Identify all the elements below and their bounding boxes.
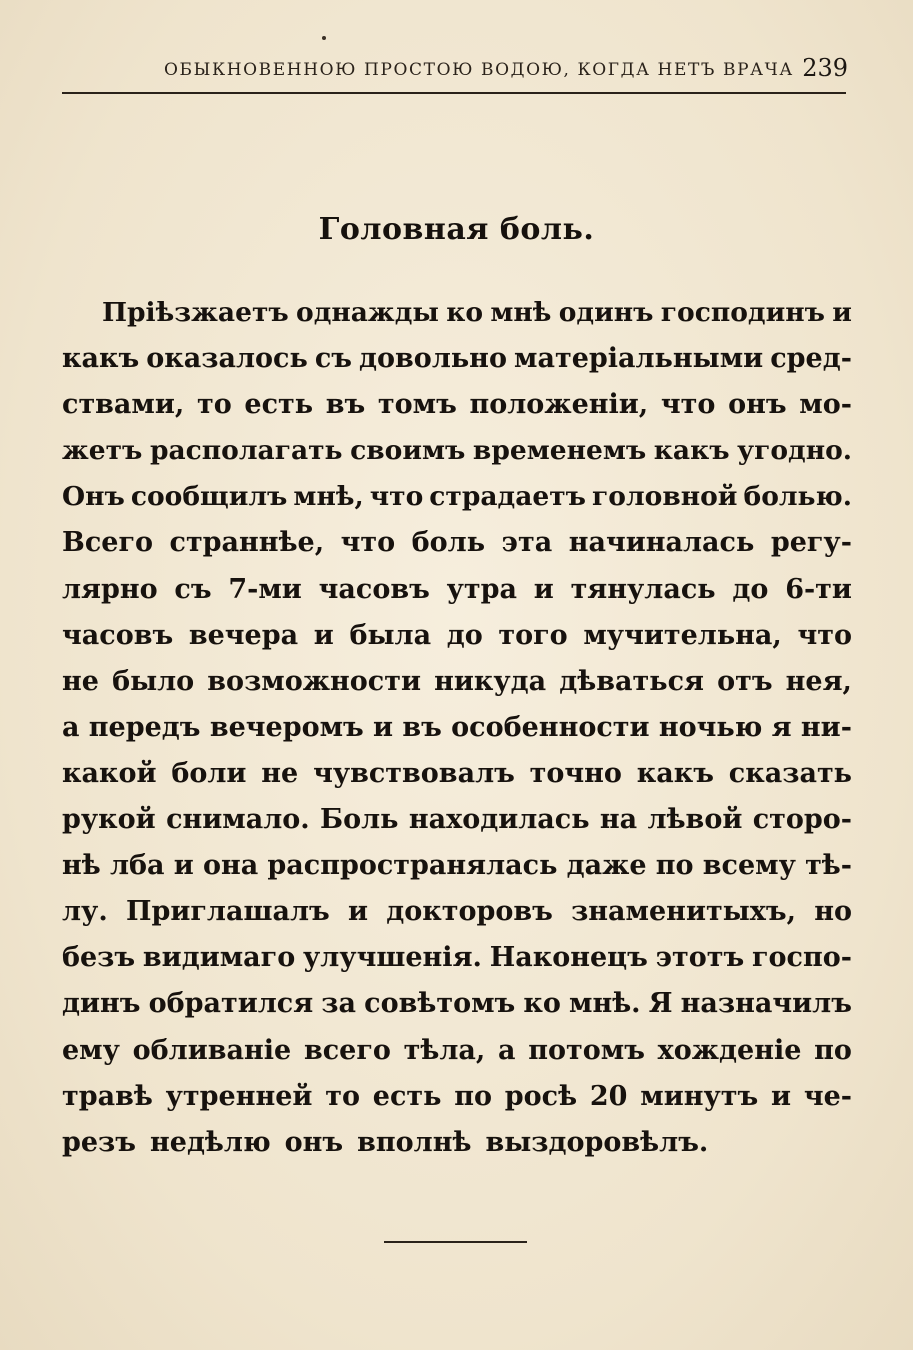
word: всему bbox=[702, 850, 796, 882]
text-line bbox=[62, 613, 852, 659]
word: Онъ bbox=[62, 481, 125, 513]
word: въ bbox=[325, 389, 366, 421]
word: съ bbox=[174, 573, 212, 605]
word: за bbox=[321, 988, 357, 1020]
word: хожденіе bbox=[657, 1034, 802, 1066]
word: что bbox=[660, 389, 716, 421]
word: Боль bbox=[320, 804, 399, 836]
word: угодно. bbox=[737, 435, 852, 467]
word: этотъ bbox=[655, 942, 745, 974]
word: по bbox=[454, 1080, 493, 1112]
word: болью. bbox=[743, 481, 852, 513]
text-line bbox=[62, 935, 852, 981]
word: ночью bbox=[658, 711, 763, 743]
word: сообщилъ bbox=[130, 481, 288, 513]
word: нея, bbox=[785, 665, 852, 697]
word: никуда bbox=[434, 665, 547, 697]
word: Наконецъ bbox=[489, 942, 648, 974]
word: 6-ти bbox=[785, 573, 852, 605]
word: онъ bbox=[728, 389, 787, 421]
body-text bbox=[62, 290, 852, 1166]
word: оказалось bbox=[146, 343, 308, 375]
word: есть bbox=[372, 1080, 442, 1112]
word: ко bbox=[523, 988, 561, 1020]
word: довольно bbox=[359, 343, 507, 375]
word: росѣ bbox=[504, 1080, 578, 1112]
word: есть bbox=[244, 389, 314, 421]
word: часовъ bbox=[318, 573, 430, 605]
word: но bbox=[814, 896, 852, 928]
word: сред- bbox=[770, 343, 852, 375]
word: ствами, bbox=[62, 389, 185, 421]
text-line bbox=[62, 843, 852, 889]
text-line bbox=[62, 567, 852, 613]
word: докторовъ bbox=[386, 896, 553, 928]
word: госпо- bbox=[751, 942, 852, 974]
word: матеріальными bbox=[514, 343, 764, 375]
word: вечеромъ bbox=[209, 711, 364, 743]
word: всего bbox=[303, 1034, 391, 1066]
text-line bbox=[62, 382, 852, 428]
text-line bbox=[62, 1074, 852, 1120]
word: недѣлю bbox=[150, 1126, 271, 1158]
word: страдаетъ bbox=[429, 481, 586, 513]
word: Пріѣзжаетъ bbox=[102, 297, 289, 328]
word: я bbox=[771, 711, 792, 743]
word: чувствовалъ bbox=[313, 757, 515, 789]
word: положеніи, bbox=[469, 389, 649, 421]
word: безъ bbox=[62, 942, 136, 974]
word: однажды bbox=[296, 297, 439, 328]
word: лу. bbox=[62, 896, 108, 928]
word: до bbox=[446, 619, 483, 651]
section-heading: Головная боль. bbox=[318, 212, 595, 247]
word: обратился bbox=[148, 988, 314, 1020]
word: до bbox=[732, 573, 769, 605]
text-line bbox=[62, 1028, 852, 1074]
word: отъ bbox=[717, 665, 773, 697]
word: мнѣ bbox=[490, 297, 552, 328]
text-line bbox=[62, 659, 852, 705]
word: передъ bbox=[88, 711, 201, 743]
word: по bbox=[814, 1034, 852, 1066]
word: рукой bbox=[62, 804, 156, 836]
word: снимало. bbox=[166, 804, 310, 836]
text-line bbox=[62, 751, 852, 797]
word: Приглашалъ bbox=[125, 896, 330, 928]
word: располагать bbox=[149, 435, 343, 467]
word: мо- bbox=[799, 389, 852, 421]
word: Я bbox=[648, 988, 673, 1020]
word: и bbox=[832, 297, 852, 328]
word: вполнѣ bbox=[357, 1126, 472, 1158]
word: мнѣ. bbox=[568, 988, 641, 1020]
word: не bbox=[62, 665, 99, 697]
word: на bbox=[599, 804, 638, 836]
word: тѣ- bbox=[805, 850, 852, 882]
word: травѣ bbox=[62, 1080, 153, 1112]
text-line bbox=[62, 797, 852, 843]
word: мучительна, bbox=[583, 619, 782, 651]
word: страннѣе, bbox=[169, 527, 325, 559]
word: онъ bbox=[284, 1126, 344, 1158]
word: нѣ bbox=[62, 850, 101, 882]
word: томъ bbox=[377, 389, 457, 421]
word: начиналась bbox=[568, 527, 755, 559]
word: лѣвой bbox=[647, 804, 743, 836]
word: 7-ми bbox=[228, 573, 302, 605]
word: а bbox=[498, 1034, 516, 1066]
word: то bbox=[325, 1080, 360, 1112]
word: была bbox=[349, 619, 432, 651]
word: сказать bbox=[728, 757, 852, 789]
word: обливаніе bbox=[132, 1034, 292, 1066]
word: и bbox=[313, 619, 334, 651]
word: то bbox=[196, 389, 232, 421]
word: головной bbox=[592, 481, 738, 513]
word: лярно bbox=[62, 573, 158, 605]
word: въ bbox=[402, 711, 442, 743]
word: было bbox=[112, 665, 195, 697]
word: тѣла, bbox=[403, 1034, 486, 1066]
word: жетъ bbox=[62, 435, 143, 467]
word: улучшенія. bbox=[302, 942, 482, 974]
word: возможности bbox=[207, 665, 421, 697]
word: потомъ bbox=[528, 1034, 645, 1066]
word: даже bbox=[566, 850, 647, 882]
word: боли bbox=[171, 757, 247, 789]
word: назначилъ bbox=[680, 988, 852, 1020]
word: че- bbox=[803, 1080, 852, 1112]
page-number: 239 bbox=[802, 54, 848, 82]
word: тянулась bbox=[570, 573, 716, 605]
word: и bbox=[347, 896, 368, 928]
word: точно bbox=[529, 757, 622, 789]
word: что bbox=[369, 481, 424, 513]
text-line bbox=[62, 981, 852, 1027]
word: видимаго bbox=[142, 942, 296, 974]
text-line bbox=[62, 290, 852, 336]
word: находилась bbox=[408, 804, 590, 836]
text-line bbox=[62, 428, 852, 474]
ink-dot bbox=[322, 36, 326, 40]
word: и bbox=[533, 573, 554, 605]
word: эта bbox=[501, 527, 553, 559]
word: господинъ bbox=[660, 297, 825, 328]
word: утренней bbox=[165, 1080, 313, 1112]
text-line bbox=[62, 1120, 852, 1166]
word: по bbox=[655, 850, 694, 882]
section-end-rule bbox=[384, 1241, 527, 1243]
word: дѣваться bbox=[559, 665, 704, 697]
running-head-title: ОБЫКНОВЕННОЮ ПРОСТОЮ ВОДОЮ, КОГДА НЕТЪ ВРАЧА bbox=[164, 60, 794, 80]
word: какъ bbox=[653, 435, 730, 467]
word: что bbox=[340, 527, 396, 559]
word: Всего bbox=[62, 527, 153, 559]
word: ни- bbox=[800, 711, 852, 743]
word: мнѣ, bbox=[293, 481, 364, 513]
word: особенности bbox=[451, 711, 650, 743]
word: ко bbox=[446, 297, 484, 328]
running-head bbox=[60, 56, 850, 86]
word: съ bbox=[314, 343, 352, 375]
word: а bbox=[62, 711, 80, 743]
header-rule bbox=[62, 92, 846, 94]
word: 20 bbox=[589, 1080, 628, 1112]
word: одинъ bbox=[558, 297, 654, 328]
word: распространялась bbox=[267, 850, 558, 882]
text-line bbox=[62, 705, 852, 751]
word: лба bbox=[109, 850, 165, 882]
word: выздоровѣлъ. bbox=[485, 1126, 709, 1158]
word: не bbox=[261, 757, 299, 789]
word: своимъ bbox=[350, 435, 466, 467]
word: минутъ bbox=[640, 1080, 759, 1112]
text-line bbox=[62, 474, 852, 520]
word: вечера bbox=[188, 619, 299, 651]
word: резъ bbox=[62, 1126, 136, 1158]
word: знаменитыхъ, bbox=[571, 896, 796, 928]
word: и bbox=[373, 711, 394, 743]
word: временемъ bbox=[472, 435, 647, 467]
word: какъ bbox=[636, 757, 714, 789]
text-line bbox=[62, 889, 852, 935]
word: боль bbox=[411, 527, 486, 559]
text-line bbox=[62, 336, 852, 382]
word: часовъ bbox=[62, 619, 174, 651]
word: и bbox=[771, 1080, 792, 1112]
word: и bbox=[173, 850, 194, 882]
word: какъ bbox=[62, 343, 140, 375]
word: регу- bbox=[770, 527, 852, 559]
text-line bbox=[62, 520, 852, 566]
word: сторо- bbox=[752, 804, 852, 836]
word: совѣтомъ bbox=[364, 988, 516, 1020]
word: динъ bbox=[62, 988, 141, 1020]
word: того bbox=[498, 619, 568, 651]
word: какой bbox=[62, 757, 157, 789]
word: она bbox=[202, 850, 259, 882]
word: утра bbox=[446, 573, 517, 605]
word: ему bbox=[62, 1034, 120, 1066]
word: что bbox=[797, 619, 852, 651]
